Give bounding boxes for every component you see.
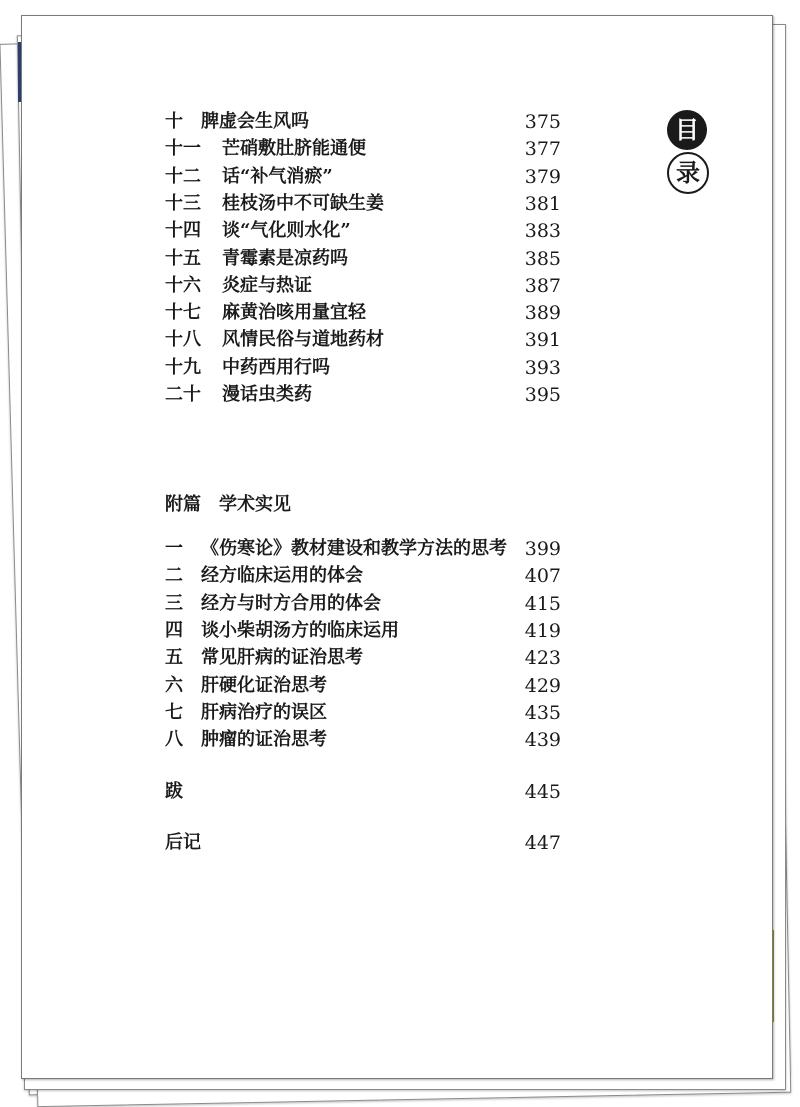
entry-title: 常见肝病的证治思考 (201, 647, 363, 669)
entry-page-number: 439 (524, 729, 561, 752)
entry-page-number: 393 (524, 356, 561, 379)
entry-number: 三 (165, 592, 183, 614)
entry-page-number: 387 (524, 274, 561, 297)
entry-number: 十八 (165, 329, 201, 351)
toc-entry[interactable] (165, 564, 561, 588)
entry-page-number: 375 (524, 111, 561, 133)
toc-entry[interactable] (165, 165, 561, 189)
entry-number: 十七 (165, 302, 201, 324)
toc-entry[interactable] (165, 831, 561, 855)
entry-number: 十四 (165, 220, 201, 242)
entry-number: 十五 (165, 247, 201, 269)
appendix-title: 学术实见 (219, 494, 291, 515)
entry-page-number: 415 (524, 592, 561, 615)
toc-entry[interactable] (165, 247, 561, 271)
entry-number: 四 (165, 619, 183, 641)
entry-page-number: 379 (524, 165, 561, 188)
entry-page-number: 381 (524, 192, 561, 215)
toc-entry[interactable] (165, 301, 561, 325)
toc-entry[interactable] (165, 619, 561, 643)
entry-title: 肝病治疗的误区 (201, 701, 327, 723)
toc-entry[interactable] (165, 646, 561, 670)
toc-badge-top: 目 (667, 110, 707, 150)
entry-title: 青霉素是凉药吗 (222, 247, 348, 269)
entry-number: 二十 (165, 384, 201, 405)
toc-entry[interactable] (165, 274, 561, 298)
toc-entry[interactable] (165, 219, 561, 243)
entry-number: 二 (165, 565, 183, 587)
toc-entry[interactable] (165, 192, 561, 216)
entry-title: 《伤寒论》教材建设和教学方法的思考 (201, 538, 507, 559)
entry-page-number: 389 (524, 302, 561, 325)
entry-number: 十三 (165, 192, 201, 214)
toc-entry[interactable] (165, 674, 561, 698)
entry-number: 十九 (165, 356, 201, 378)
toc-entry[interactable] (165, 780, 561, 804)
entry-number: 七 (165, 701, 183, 723)
entry-page-number: 395 (524, 384, 561, 406)
entry-page-number: 429 (524, 674, 561, 697)
entry-page-number: 383 (524, 220, 561, 243)
entry-page-number: 399 (524, 538, 561, 560)
toc-badge-bottom: 录 (667, 152, 709, 194)
entry-title: 话“补气消瘀” (222, 165, 333, 187)
entry-number: 五 (165, 647, 183, 669)
toc-entry[interactable] (165, 537, 561, 561)
entry-title: 后记 (165, 832, 201, 853)
entry-number: 一 (165, 538, 183, 559)
entry-title: 经方与时方合用的体会 (201, 592, 381, 614)
entry-title: 麻黄治咳用量宜轻 (222, 302, 366, 324)
entry-page-number: 447 (524, 832, 561, 854)
entry-number: 十二 (165, 165, 201, 187)
entry-number: 十六 (165, 274, 201, 296)
appendix-label: 附篇 (165, 494, 201, 515)
entry-title: 谈小柴胡汤方的临床运用 (201, 619, 399, 641)
toc-entry[interactable] (165, 592, 561, 616)
entry-title: 经方临床运用的体会 (201, 565, 363, 587)
entry-title: 漫话虫类药 (222, 384, 312, 405)
entry-page-number: 423 (524, 647, 561, 670)
entry-number: 十 (165, 111, 183, 132)
entry-page-number: 419 (524, 619, 561, 642)
entry-title: 脾虚会生风吗 (201, 111, 309, 132)
toc-entry[interactable] (165, 383, 561, 407)
entry-page-number: 407 (524, 565, 561, 588)
entry-page-number: 385 (524, 247, 561, 270)
toc-entry[interactable] (165, 137, 561, 161)
entry-page-number: 435 (524, 701, 561, 724)
toc-entry[interactable] (165, 110, 561, 134)
entry-title: 肿瘤的证治思考 (201, 729, 327, 751)
toc-entry[interactable] (165, 356, 561, 380)
toc-entry[interactable] (165, 701, 561, 725)
entry-title: 桂枝汤中不可缺生姜 (222, 192, 384, 214)
entry-title: 谈“气化则水化” (222, 220, 351, 242)
entry-title: 中药西用行吗 (222, 356, 330, 378)
entry-number: 六 (165, 674, 183, 696)
entry-title: 风情民俗与道地药材 (222, 329, 384, 351)
entry-number: 十一 (165, 138, 201, 160)
entry-title: 炎症与热证 (222, 274, 312, 296)
entry-number: 八 (165, 729, 183, 751)
toc-entry[interactable] (165, 328, 561, 352)
appendix-heading (165, 493, 291, 517)
entry-page-number: 391 (524, 329, 561, 352)
entry-title: 肝硬化证治思考 (201, 674, 327, 696)
toc-entry[interactable] (165, 728, 561, 752)
entry-page-number: 377 (524, 138, 561, 161)
entry-page-number: 445 (524, 781, 561, 803)
entry-title: 芒硝敷肚脐能通便 (222, 138, 366, 160)
entry-title: 跋 (165, 781, 183, 802)
